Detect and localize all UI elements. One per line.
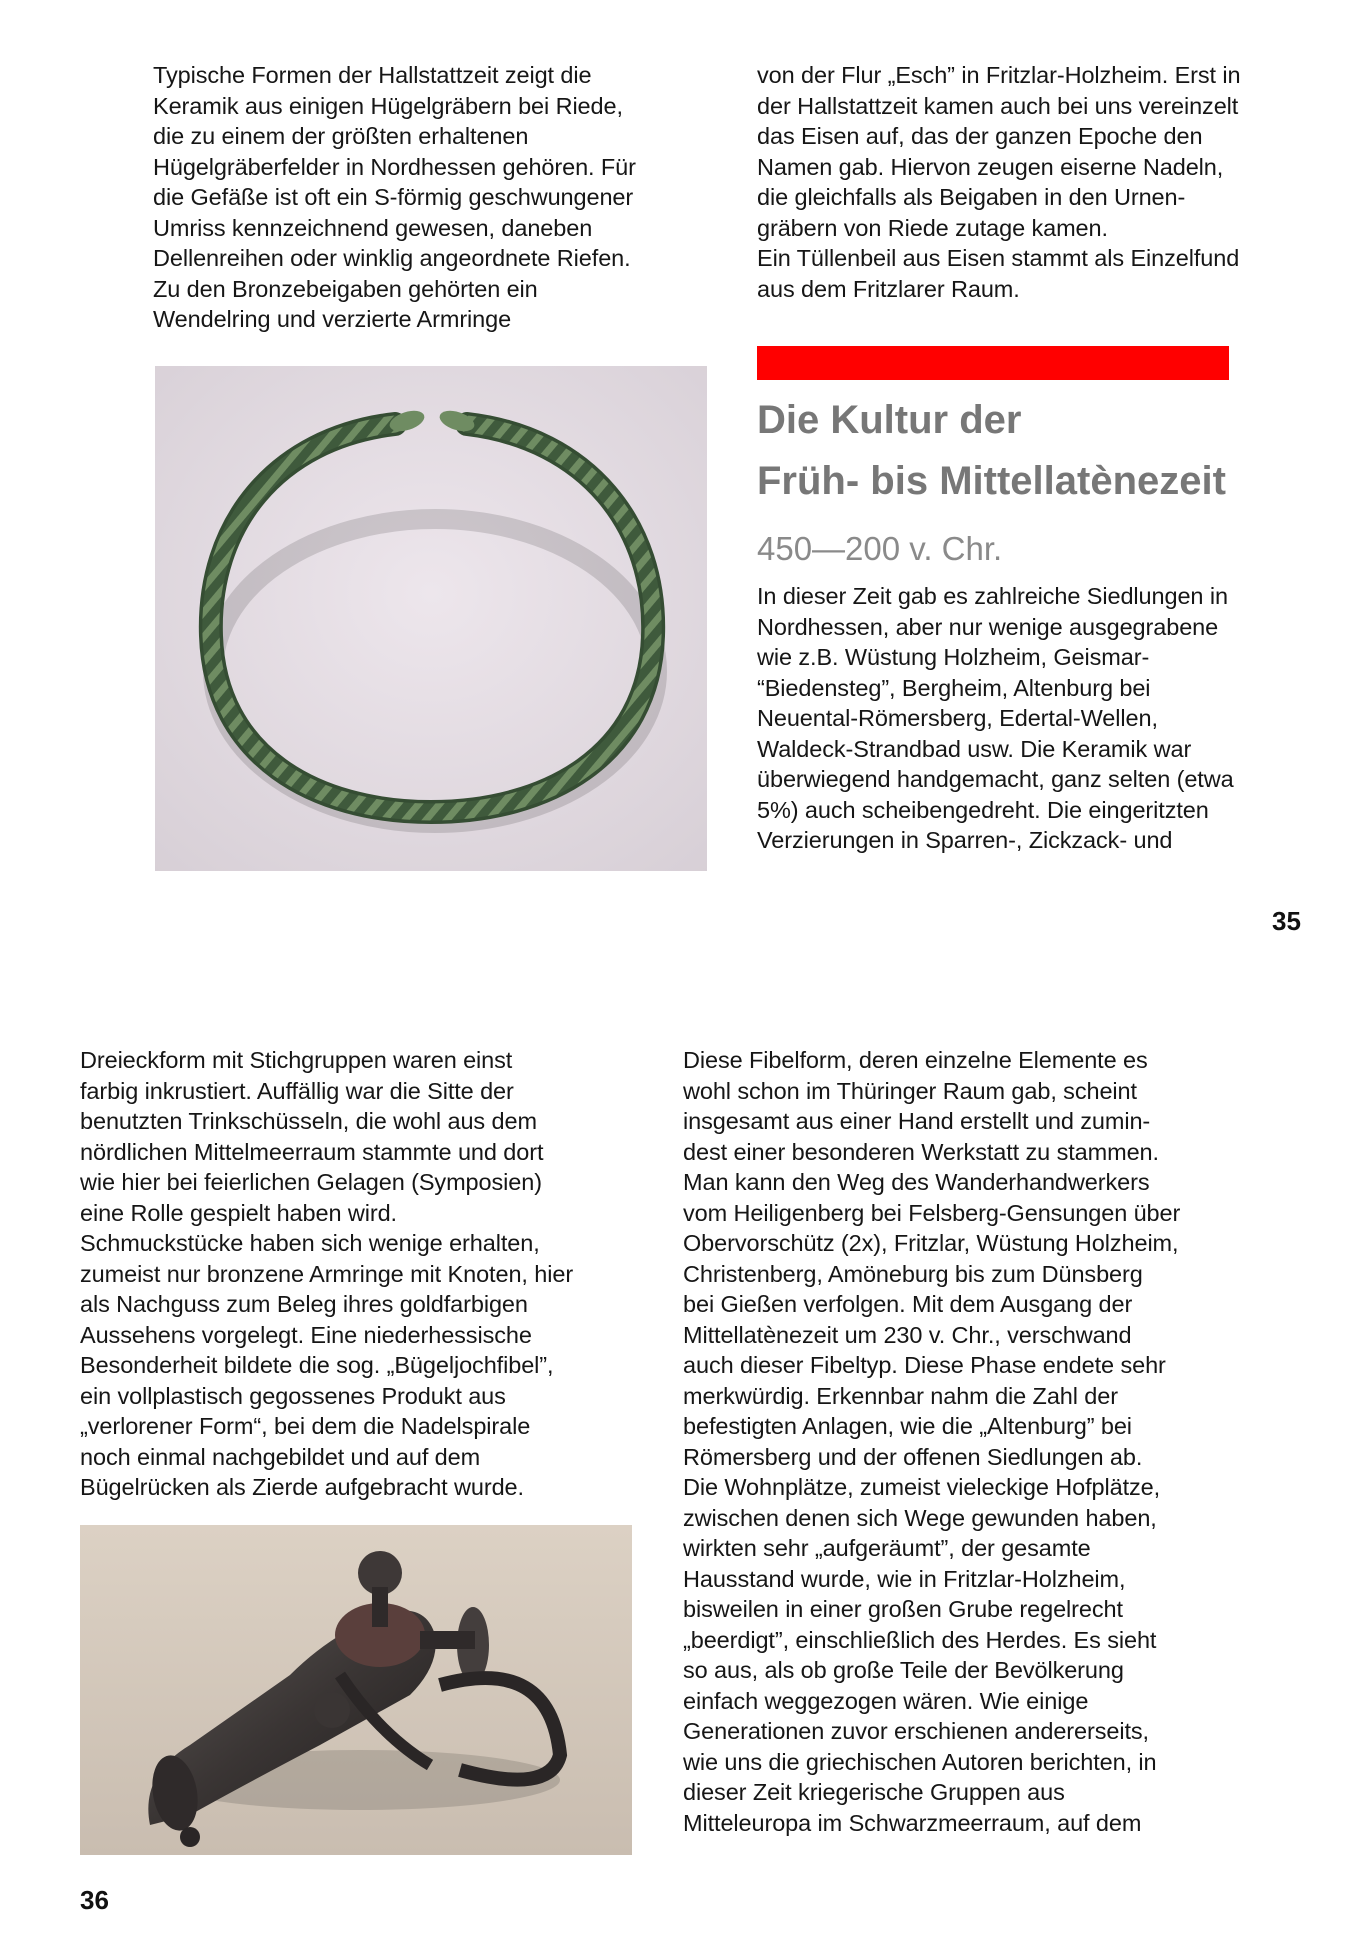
section-heading-line2: Früh- bis Mittellatènezeit (757, 459, 1226, 503)
lower-left-column-text: Dreieckform mit Stichgruppen waren einst farbig inkrustiert. Auffällig war die Sitte der benutzten Trinkschüsseln, die wohl aus dem nördlichen Mittelmeerraum stammte und dort wie hier bei feierlichen Gelagen (Symposien) eine Rolle gespielt haben wird. Schmuckstücke haben sich wenige erhalten, zumeist nur bronzene Armringe mit Knoten, hier als Nachguss zum Beleg ihres goldfarbigen Aussehens vorgelegt. Eine niederhessische Besonderheit bildete die sog. „Bügeljochfibel”, ein vollplastisch gegossenes Produkt aus „verlorener Form“, bei dem die Nadelspirale noch einmal nachgebildet und auf dem Bügelrücken als Zierde aufgebracht wurde. (80, 1047, 574, 1500)
page-number-upper: 35 (1272, 906, 1301, 936)
page-number-lower: 36 (80, 1885, 109, 1915)
section-body-text: In dieser Zeit gab es zahlreiche Siedlungen in Nordhessen, aber nur wenige ausgegrabene wie z.B. Wüstung Holzheim, Geismar- “Biedensteg”, Bergheim, Altenburg bei Neuental-Römersberg, Edertal-Wellen, Waldeck-Strandbad usw. Die Keramik war überwiegend handgemacht, ganz selten (etwa 5%) auch scheibengedreht. Die eingeritzten Verzierungen in Sparren-, Zickzack- und (757, 583, 1234, 853)
section-date-range: 450—200 v. Chr. (757, 530, 1003, 567)
section-accent-bar (757, 346, 1229, 380)
section-heading-line1: Die Kultur der (757, 398, 1022, 442)
lower-right-column-text: Diese Fibelform, deren einzelne Elemente es wohl schon im Thüringer Raum gab, scheint insgesamt aus einer Hand erstellt und zumin- dest einer besonderen Werkstatt zu stammen. Man kann den Weg des Wanderhandwerkers vom Heiligenberg bei Felsberg-Gensungen über Obervorschütz (2x), Fritzlar, Wüstung Holzheim, Christenberg, Amöneburg bis zum Dünsberg bei Gießen verfolgen. Mit dem Ausgang der Mittellatènezeit um 230 v. Chr., verschwand auch dieser Fibeltyp. Diese Phase endete sehr merkwürdig. Erkennbar nahm die Zahl der befestigten Anlagen, wie die „Altenburg” bei Römersberg und der offenen Siedlungen ab. Die Wohnplätze, zumeist vieleckige Hofplätze, zwischen denen sich Wege gewunden haben, wirkten sehr „aufgeräumt”, der gesamte Hausstand wurde, wie in Fritzlar-Holzheim, bisweilen in einer großen Grube regelrecht „beerdigt”, einschließlich des Herdes. Es sieht so aus, als ob große Teile der Bevölkerung einfach weggezogen wären. Wie einige Generationen zuvor erschienen andererseits, wie uns die griechischen Autoren berichten, in dieser Zeit kriegerische Gruppen aus Mitteleuropa im Schwarzmeerraum, auf dem (683, 1047, 1181, 1836)
wendelring-photo (155, 366, 707, 871)
upper-right-column-text: von der Flur „Esch” in Fritzlar-Holzheim. Erst in der Hallstattzeit kamen auch bei uns vereinzelt das Eisen auf, das der ganzen Epoche den Namen gab. Hiervon zeugen eiserne Nadeln, die gleichfalls als Beigaben in den Urnen- gräbern von Riede zutage kamen. Ein Tüllenbeil aus Eisen stammt als Einzelfund aus dem Fritzlarer Raum. (757, 62, 1241, 302)
fibula-photo (80, 1525, 632, 1855)
upper-left-column-text: Typische Formen der Hallstattzeit zeigt die Keramik aus einigen Hügelgräbern bei Riede, die zu einem der größten erhaltenen Hügelgräberfelder in Nordhessen gehören. Für die Gefäße ist oft ein S-förmig geschwungener Umriss kennzeichnend gewesen, daneben Dellenreihen oder winklig angeordnete Riefen. Zu den Bronzebeigaben gehörten ein Wendelring und verzierte Armringe (153, 62, 636, 332)
